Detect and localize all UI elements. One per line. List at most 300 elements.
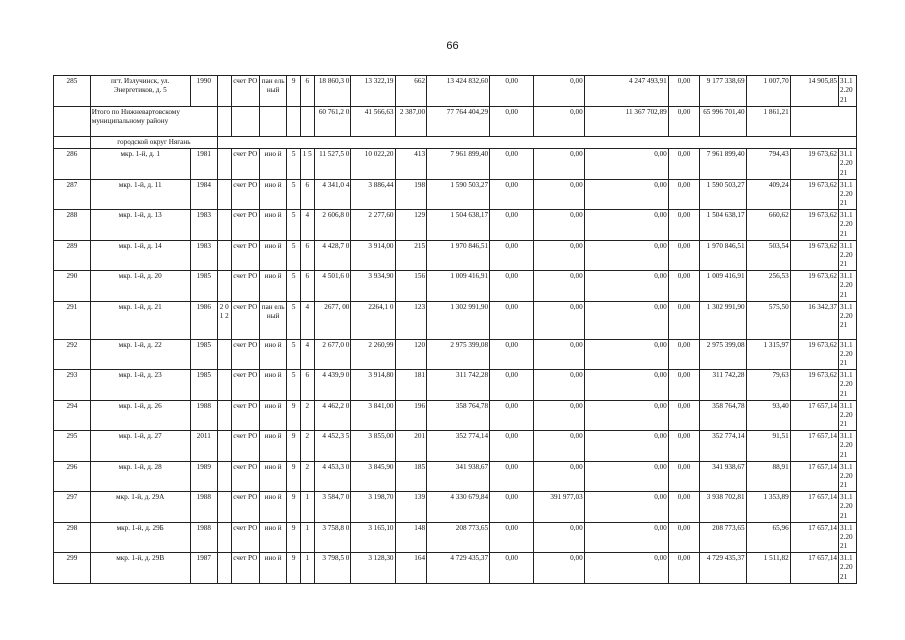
municipal-funds-cell: 0,00 [584, 370, 668, 401]
owner-funds-cell: 352 774,14 [700, 431, 746, 462]
other-funds-cell: 0,00 [668, 271, 700, 302]
other-funds-cell: 0,00 [668, 106, 700, 137]
deadline-cell: 31.1 2.20 21 [839, 553, 857, 584]
address-cell: мкр. 1-й, д. 13 [90, 210, 190, 241]
row-number: 292 [54, 339, 91, 370]
owner-funds-cell: 341 938,67 [700, 461, 746, 492]
address-cell: мкр. 1-й, д. 14 [90, 240, 190, 271]
total-area-cell: 3 798,5 0 [314, 553, 351, 584]
table-row [54, 370, 857, 401]
reconstruction-year-cell [217, 240, 231, 271]
address-cell: пгт. Излучинск, ул. Энергетиков, д. 5 [90, 76, 190, 107]
empty-cell [54, 106, 91, 137]
max-cost-cell: 19 673,62 [790, 240, 838, 271]
account-type-cell: счет РО [231, 149, 259, 180]
address-cell: мкр. 1-й, д. 22 [90, 339, 190, 370]
row-number: 290 [54, 271, 91, 302]
owner-funds-cell: 3 938 702,81 [700, 492, 746, 523]
table-row [54, 522, 857, 553]
total-cost-cell: 77 764 404,29 [427, 106, 490, 137]
federal-funds-cell: 0,00 [490, 179, 534, 210]
total-area-cell: 4 452,3 5 [314, 431, 351, 462]
wall-material-cell: ино й [259, 339, 286, 370]
total-cost-cell: 358 764,78 [427, 400, 490, 431]
floors-cell: 5 [287, 240, 301, 271]
other-funds-cell: 0,00 [668, 461, 700, 492]
owner-funds-cell: 2 975 399,08 [700, 339, 746, 370]
empty-cell [217, 106, 231, 137]
living-area-cell: 2 260,99 [351, 339, 395, 370]
label: городской округ Нягань [90, 137, 217, 149]
residents-cell: 156 [395, 271, 427, 302]
unit-cost-cell: 1 511,82 [746, 553, 790, 584]
table-row [54, 301, 857, 339]
year-cell: 1990 [190, 76, 217, 107]
empty-cell [54, 137, 91, 149]
owner-funds-cell: 1 009 416,91 [700, 271, 746, 302]
year-cell: 1988 [190, 492, 217, 523]
owner-funds-cell: 65 996 701,40 [700, 106, 746, 137]
living-area-cell: 3 934,90 [351, 271, 395, 302]
deadline-cell: 31.1 2.20 21 [839, 400, 857, 431]
floors-cell: 9 [287, 553, 301, 584]
entrances-cell: 1 [300, 553, 314, 584]
unit-cost-cell: 79,63 [746, 370, 790, 401]
table-row [54, 149, 857, 180]
residents-cell: 196 [395, 400, 427, 431]
other-funds-cell: 0,00 [668, 76, 700, 107]
floors-cell: 9 [287, 76, 301, 107]
total-cost-cell: 1 504 638,17 [427, 210, 490, 241]
floors-cell: 5 [287, 339, 301, 370]
entrances-cell: 4 [300, 301, 314, 339]
wall-material-cell: ино й [259, 461, 286, 492]
reconstruction-year-cell [217, 339, 231, 370]
total-cost-cell: 352 774,14 [427, 431, 490, 462]
living-area-cell: 10 022,20 [351, 149, 395, 180]
row-number: 297 [54, 492, 91, 523]
row-number: 287 [54, 179, 91, 210]
federal-funds-cell: 0,00 [490, 431, 534, 462]
deadline-cell: 31.1 2.20 21 [839, 339, 857, 370]
living-area-cell: 13 322,19 [351, 76, 395, 107]
regional-funds-cell: 0,00 [534, 461, 584, 492]
residents-cell: 413 [395, 149, 427, 180]
entrances-cell: 6 [300, 76, 314, 107]
address-cell: мкр. 1-й, д. 29В [90, 553, 190, 584]
residents-cell: 129 [395, 210, 427, 241]
other-funds-cell: 0,00 [668, 149, 700, 180]
living-area-cell: 3 198,70 [351, 492, 395, 523]
deadline-cell: 31.1 2.20 21 [839, 492, 857, 523]
year-cell: 1986 [190, 301, 217, 339]
buildings-table [53, 75, 857, 584]
entrances-cell: 4 [300, 210, 314, 241]
other-funds-cell: 0,00 [668, 522, 700, 553]
floors-cell: 9 [287, 492, 301, 523]
owner-funds-cell: 358 764,78 [700, 400, 746, 431]
residents-cell: 181 [395, 370, 427, 401]
max-cost-cell: 16 342,37 [790, 301, 838, 339]
empty-cell [259, 106, 286, 137]
wall-material-cell: ино й [259, 179, 286, 210]
unit-cost-cell: 660,62 [746, 210, 790, 241]
living-area-cell: 3 845,90 [351, 461, 395, 492]
wall-material-cell: ино й [259, 370, 286, 401]
municipal-funds-cell: 11 367 702,89 [584, 106, 668, 137]
total-area-cell: 4 453,3 0 [314, 461, 351, 492]
federal-funds-cell: 0,00 [490, 553, 534, 584]
table-row [54, 553, 857, 584]
row-number: 294 [54, 400, 91, 431]
year-cell: 1985 [190, 370, 217, 401]
reconstruction-year-cell [217, 210, 231, 241]
total-area-cell: 3 758,8 0 [314, 522, 351, 553]
account-type-cell: счет РО [231, 339, 259, 370]
table-row [54, 179, 857, 210]
year-cell: 1988 [190, 400, 217, 431]
reconstruction-year-cell [217, 492, 231, 523]
section-row [54, 137, 857, 149]
account-type-cell: счет РО [231, 553, 259, 584]
entrances-cell: 6 [300, 370, 314, 401]
owner-funds-cell: 1 590 503,27 [700, 179, 746, 210]
municipal-funds-cell: 0,00 [584, 240, 668, 271]
federal-funds-cell: 0,00 [490, 76, 534, 107]
unit-cost-cell: 409,24 [746, 179, 790, 210]
row-number: 296 [54, 461, 91, 492]
account-type-cell: счет РО [231, 431, 259, 462]
year-cell: 1984 [190, 179, 217, 210]
deadline-cell: 31.1 2.20 21 [839, 461, 857, 492]
empty-cell [217, 137, 856, 149]
account-type-cell: счет РО [231, 400, 259, 431]
table-row [54, 271, 857, 302]
residents-cell: 2 387,00 [395, 106, 427, 137]
entrances-cell: 6 [300, 179, 314, 210]
regional-funds-cell: 0,00 [534, 240, 584, 271]
year-cell: 1985 [190, 339, 217, 370]
total-cost-cell: 1 590 503,27 [427, 179, 490, 210]
deadline-cell: 31.1 2.20 21 [839, 210, 857, 241]
regional-funds-cell: 0,00 [534, 522, 584, 553]
total-cost-cell: 13 424 832,60 [427, 76, 490, 107]
total-area-cell: 3 584,7 0 [314, 492, 351, 523]
address-cell: мкр. 1-й, д. 28 [90, 461, 190, 492]
floors-cell: 5 [287, 149, 301, 180]
max-cost-cell: 19 673,62 [790, 370, 838, 401]
unit-cost-cell: 256,53 [746, 271, 790, 302]
residents-cell: 123 [395, 301, 427, 339]
regional-funds-cell: 0,00 [534, 553, 584, 584]
federal-funds-cell: 0,00 [490, 522, 534, 553]
reconstruction-year-cell: 2 0 1 2 [217, 301, 231, 339]
entrances-cell: 6 [300, 240, 314, 271]
regional-funds-cell: 0,00 [534, 76, 584, 107]
year-cell: 1983 [190, 210, 217, 241]
unit-cost-cell: 91,51 [746, 431, 790, 462]
row-number: 293 [54, 370, 91, 401]
unit-cost-cell: 1 315,97 [746, 339, 790, 370]
residents-cell: 148 [395, 522, 427, 553]
year-cell: 1988 [190, 522, 217, 553]
entrances-cell: 4 [300, 339, 314, 370]
total-cost-cell: 4 330 679,84 [427, 492, 490, 523]
max-cost-cell: 19 673,62 [790, 271, 838, 302]
regional-funds-cell: 0,00 [534, 400, 584, 431]
page-number: 66 [446, 40, 459, 52]
wall-material-cell: ино й [259, 431, 286, 462]
deadline-cell: 31.1 2.20 21 [839, 370, 857, 401]
floors-cell: 9 [287, 461, 301, 492]
address-cell: мкр. 1-й, д. 21 [90, 301, 190, 339]
address-cell: мкр. 1-й, д. 20 [90, 271, 190, 302]
max-cost-cell: 17 657,14 [790, 431, 838, 462]
owner-funds-cell: 4 729 435,37 [700, 553, 746, 584]
total-area-cell: 60 761,2 0 [314, 106, 351, 137]
row-number: 289 [54, 240, 91, 271]
regional-funds-cell: 0,00 [534, 339, 584, 370]
total-area-cell: 4 341,0 4 [314, 179, 351, 210]
unit-cost-cell: 93,40 [746, 400, 790, 431]
max-cost-cell: 19 673,62 [790, 210, 838, 241]
residents-cell: 215 [395, 240, 427, 271]
total-area-cell: 2 677,0 0 [314, 339, 351, 370]
municipal-funds-cell: 0,00 [584, 553, 668, 584]
max-cost-cell: 14 905,85 [790, 76, 838, 107]
wall-material-cell: ино й [259, 400, 286, 431]
regional-funds-cell: 391 977,03 [534, 492, 584, 523]
deadline-cell: 31.1 2.20 21 [839, 76, 857, 107]
entrances-cell: 2 [300, 431, 314, 462]
total-row [54, 106, 857, 137]
municipal-funds-cell: 0,00 [584, 149, 668, 180]
total-cost-cell: 341 938,67 [427, 461, 490, 492]
floors-cell: 5 [287, 210, 301, 241]
owner-funds-cell: 1 504 638,17 [700, 210, 746, 241]
table-row [54, 461, 857, 492]
total-area-cell: 4 439,9 0 [314, 370, 351, 401]
reconstruction-year-cell [217, 461, 231, 492]
residents-cell: 185 [395, 461, 427, 492]
total-cost-cell: 1 009 416,91 [427, 271, 490, 302]
table-row [54, 76, 857, 107]
reconstruction-year-cell [217, 522, 231, 553]
floors-cell: 9 [287, 522, 301, 553]
deadline-cell: 31.1 2.20 21 [839, 301, 857, 339]
total-cost-cell: 7 961 899,40 [427, 149, 490, 180]
municipal-funds-cell: 0,00 [584, 339, 668, 370]
municipal-funds-cell: 0,00 [584, 210, 668, 241]
federal-funds-cell: 0,00 [490, 492, 534, 523]
row-number: 286 [54, 149, 91, 180]
entrances-cell: 6 [300, 271, 314, 302]
address-cell: мкр. 1-й, д. 26 [90, 400, 190, 431]
unit-cost-cell: 1 007,70 [746, 76, 790, 107]
empty-cell [287, 106, 301, 137]
max-cost-cell: 19 673,62 [790, 149, 838, 180]
reconstruction-year-cell [217, 76, 231, 107]
max-cost-cell: 17 657,14 [790, 492, 838, 523]
federal-funds-cell: 0,00 [490, 370, 534, 401]
owner-funds-cell: 9 177 338,69 [700, 76, 746, 107]
total-area-cell: 4 501,6 0 [314, 271, 351, 302]
table-row [54, 492, 857, 523]
total-cost-cell: 1 302 991,90 [427, 301, 490, 339]
total-cost-cell: 2 975 399,08 [427, 339, 490, 370]
deadline-cell: 31.1 2.20 21 [839, 271, 857, 302]
entrances-cell: 1 [300, 522, 314, 553]
residents-cell: 201 [395, 431, 427, 462]
label: Итого по Нижневартовскому муниципальному району [90, 106, 217, 137]
regional-funds-cell: 0,00 [534, 149, 584, 180]
total-area-cell: 4 428,7 0 [314, 240, 351, 271]
federal-funds-cell: 0,00 [490, 339, 534, 370]
unit-cost-cell: 65,96 [746, 522, 790, 553]
row-number: 295 [54, 431, 91, 462]
wall-material-cell: ино й [259, 522, 286, 553]
unit-cost-cell: 794,43 [746, 149, 790, 180]
unit-cost-cell: 88,91 [746, 461, 790, 492]
address-cell: мкр. 1-й, д. 29Б [90, 522, 190, 553]
deadline-cell: 31.1 2.20 21 [839, 149, 857, 180]
floors-cell: 5 [287, 179, 301, 210]
regional-funds-cell: 0,00 [534, 431, 584, 462]
empty-cell [300, 106, 314, 137]
reconstruction-year-cell [217, 431, 231, 462]
living-area-cell: 3 914,80 [351, 370, 395, 401]
other-funds-cell: 0,00 [668, 492, 700, 523]
table-row [54, 431, 857, 462]
other-funds-cell: 0,00 [668, 553, 700, 584]
residents-cell: 120 [395, 339, 427, 370]
residents-cell: 139 [395, 492, 427, 523]
account-type-cell: счет РО [231, 210, 259, 241]
max-cost-cell: 19 673,62 [790, 339, 838, 370]
entrances-cell: 1 [300, 492, 314, 523]
deadline-cell: 31.1 2.20 21 [839, 431, 857, 462]
wall-material-cell: ино й [259, 492, 286, 523]
living-area-cell: 3 128,30 [351, 553, 395, 584]
reconstruction-year-cell [217, 370, 231, 401]
municipal-funds-cell: 0,00 [584, 461, 668, 492]
other-funds-cell: 0,00 [668, 179, 700, 210]
wall-material-cell: ино й [259, 240, 286, 271]
living-area-cell: 3 165,10 [351, 522, 395, 553]
max-cost-cell: 17 657,14 [790, 400, 838, 431]
year-cell: 1989 [190, 461, 217, 492]
owner-funds-cell: 7 961 899,40 [700, 149, 746, 180]
floors-cell: 9 [287, 431, 301, 462]
empty-cell [790, 106, 856, 137]
unit-cost-cell: 1 353,89 [746, 492, 790, 523]
municipal-funds-cell: 0,00 [584, 301, 668, 339]
federal-funds-cell: 0,00 [490, 210, 534, 241]
municipal-funds-cell: 0,00 [584, 431, 668, 462]
regional-funds-cell: 0,00 [534, 370, 584, 401]
municipal-funds-cell: 4 247 493,91 [584, 76, 668, 107]
unit-cost-cell: 1 861,21 [746, 106, 790, 137]
row-number: 299 [54, 553, 91, 584]
year-cell: 1981 [190, 149, 217, 180]
total-cost-cell: 4 729 435,37 [427, 553, 490, 584]
federal-funds-cell: 0,00 [490, 301, 534, 339]
total-cost-cell: 1 970 846,51 [427, 240, 490, 271]
living-area-cell: 41 566,63 [351, 106, 395, 137]
residents-cell: 662 [395, 76, 427, 107]
municipal-funds-cell: 0,00 [584, 522, 668, 553]
other-funds-cell: 0,00 [668, 210, 700, 241]
regional-funds-cell: 0,00 [534, 210, 584, 241]
max-cost-cell: 17 657,14 [790, 461, 838, 492]
residents-cell: 198 [395, 179, 427, 210]
unit-cost-cell: 575,50 [746, 301, 790, 339]
living-area-cell: 2264,1 0 [351, 301, 395, 339]
floors-cell: 5 [287, 370, 301, 401]
total-area-cell: 2677, 00 [314, 301, 351, 339]
row-number: 291 [54, 301, 91, 339]
deadline-cell: 31.1 2.20 21 [839, 522, 857, 553]
reconstruction-year-cell [217, 553, 231, 584]
other-funds-cell: 0,00 [668, 370, 700, 401]
year-cell: 1983 [190, 240, 217, 271]
reconstruction-year-cell [217, 179, 231, 210]
owner-funds-cell: 208 773,65 [700, 522, 746, 553]
max-cost-cell: 19 673,62 [790, 179, 838, 210]
total-area-cell: 4 462,2 0 [314, 400, 351, 431]
account-type-cell: счет РО [231, 271, 259, 302]
regional-funds-cell: 0,00 [534, 301, 584, 339]
table-row [54, 240, 857, 271]
other-funds-cell: 0,00 [668, 339, 700, 370]
row-number: 288 [54, 210, 91, 241]
total-area-cell: 18 860,3 0 [314, 76, 351, 107]
other-funds-cell: 0,00 [668, 240, 700, 271]
other-funds-cell: 0,00 [668, 301, 700, 339]
account-type-cell: счет РО [231, 522, 259, 553]
total-area-cell: 2 606,8 0 [314, 210, 351, 241]
wall-material-cell: ино й [259, 271, 286, 302]
account-type-cell: счет РО [231, 240, 259, 271]
regional-funds-cell: 0,00 [534, 179, 584, 210]
address-cell: мкр. 1-й, д. 29А [90, 492, 190, 523]
regional-funds-cell: 0,00 [534, 271, 584, 302]
federal-funds-cell: 0,00 [490, 149, 534, 180]
max-cost-cell: 17 657,14 [790, 553, 838, 584]
total-cost-cell: 208 773,65 [427, 522, 490, 553]
living-area-cell: 3 886,44 [351, 179, 395, 210]
account-type-cell: счет РО [231, 179, 259, 210]
wall-material-cell: пан ель ный [259, 301, 286, 339]
year-cell: 1985 [190, 271, 217, 302]
living-area-cell: 3 855,00 [351, 431, 395, 462]
account-type-cell: счет РО [231, 370, 259, 401]
wall-material-cell: ино й [259, 149, 286, 180]
table-row [54, 400, 857, 431]
federal-funds-cell: 0,00 [490, 271, 534, 302]
account-type-cell: счет РО [231, 492, 259, 523]
entrances-cell: 2 [300, 461, 314, 492]
other-funds-cell: 0,00 [668, 431, 700, 462]
account-type-cell: счет РО [231, 461, 259, 492]
table-row [54, 339, 857, 370]
wall-material-cell: ино й [259, 210, 286, 241]
deadline-cell: 31.1 2.20 21 [839, 240, 857, 271]
entrances-cell: 2 [300, 400, 314, 431]
reconstruction-year-cell [217, 149, 231, 180]
living-area-cell: 2 277,60 [351, 210, 395, 241]
other-funds-cell: 0,00 [668, 400, 700, 431]
